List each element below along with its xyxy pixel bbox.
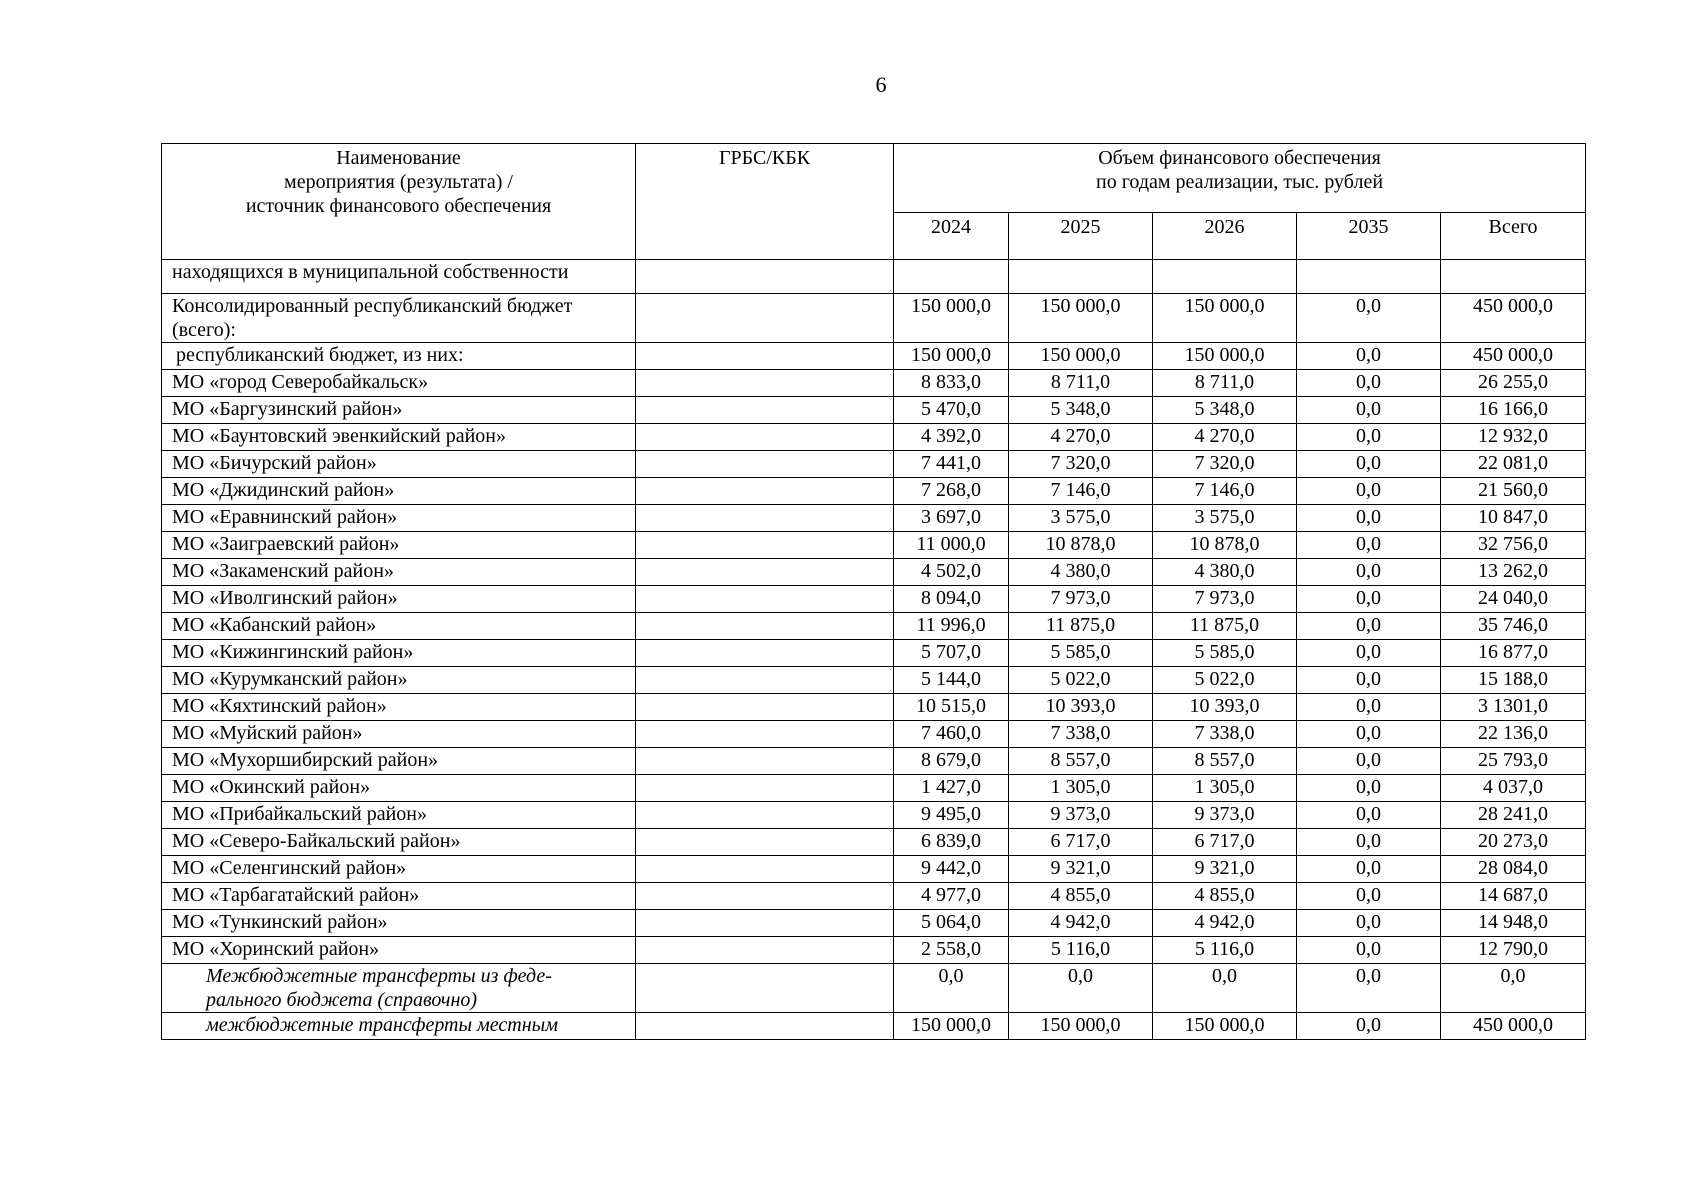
row-total: 12 932,0 xyxy=(1441,424,1586,451)
row-total: 20 273,0 xyxy=(1441,829,1586,856)
row-value: 4 270,0 xyxy=(1009,424,1153,451)
row-grbs xyxy=(636,424,894,451)
row-total xyxy=(1441,260,1586,294)
table-row xyxy=(162,964,1586,1013)
row-total: 35 746,0 xyxy=(1441,613,1586,640)
row-value: 0,0 xyxy=(1297,478,1441,505)
row-value: 10 393,0 xyxy=(1153,694,1297,721)
row-total: 28 084,0 xyxy=(1441,856,1586,883)
row-value: 7 146,0 xyxy=(1153,478,1297,505)
row-grbs xyxy=(636,559,894,586)
table-row xyxy=(162,802,1586,829)
row-value: 9 321,0 xyxy=(1009,856,1153,883)
row-grbs xyxy=(636,829,894,856)
row-grbs xyxy=(636,532,894,559)
row-total: 14 687,0 xyxy=(1441,883,1586,910)
row-value: 5 116,0 xyxy=(1009,937,1153,964)
table-row xyxy=(162,775,1586,802)
row-value: 0,0 xyxy=(1297,343,1441,370)
table-row xyxy=(162,343,1586,370)
row-value: 7 973,0 xyxy=(1009,586,1153,613)
row-name: МО «город Северобайкальск» xyxy=(162,370,636,397)
table-row xyxy=(162,559,1586,586)
financing-table xyxy=(161,143,1586,1040)
row-value: 10 878,0 xyxy=(1009,532,1153,559)
row-value: 0,0 xyxy=(1297,667,1441,694)
table-row xyxy=(162,260,1586,294)
row-name: Консолидированный республиканский бюджет (всего): xyxy=(162,294,636,343)
row-value: 4 942,0 xyxy=(1009,910,1153,937)
row-value: 3 697,0 xyxy=(894,505,1009,532)
row-name: МО «Баунтовский эвенкийский район» xyxy=(162,424,636,451)
row-grbs xyxy=(636,694,894,721)
row-value: 0,0 xyxy=(1153,964,1297,1013)
row-name: МО «Хоринский район» xyxy=(162,937,636,964)
row-value: 9 495,0 xyxy=(894,802,1009,829)
row-grbs xyxy=(636,397,894,424)
row-grbs xyxy=(636,260,894,294)
row-value: 4 380,0 xyxy=(1153,559,1297,586)
row-value: 5 022,0 xyxy=(1153,667,1297,694)
row-value: 0,0 xyxy=(894,964,1009,1013)
row-grbs xyxy=(636,505,894,532)
row-grbs xyxy=(636,586,894,613)
row-value: 5 144,0 xyxy=(894,667,1009,694)
row-value: 5 585,0 xyxy=(1153,640,1297,667)
row-name: МО «Окинский район» xyxy=(162,775,636,802)
row-value: 0,0 xyxy=(1297,910,1441,937)
row-grbs xyxy=(636,667,894,694)
header-year: 2026 xyxy=(1153,213,1297,260)
header-volume-line: по годам реализации, тыс. рублей xyxy=(1095,171,1384,193)
row-total: 450 000,0 xyxy=(1441,343,1586,370)
row-total: 22 081,0 xyxy=(1441,451,1586,478)
row-value: 5 022,0 xyxy=(1009,667,1153,694)
row-value: 0,0 xyxy=(1297,532,1441,559)
row-value: 0,0 xyxy=(1297,424,1441,451)
row-value: 150 000,0 xyxy=(1009,294,1153,343)
row-value: 7 973,0 xyxy=(1153,586,1297,613)
table-row xyxy=(162,937,1586,964)
row-name: МО «Тункинский район» xyxy=(162,910,636,937)
row-value xyxy=(1297,260,1441,294)
row-value xyxy=(1153,260,1297,294)
row-value: 10 878,0 xyxy=(1153,532,1297,559)
row-name: МО «Селенгинский район» xyxy=(162,856,636,883)
row-value: 1 427,0 xyxy=(894,775,1009,802)
row-value: 7 320,0 xyxy=(1153,451,1297,478)
row-value: 8 833,0 xyxy=(894,370,1009,397)
row-grbs xyxy=(636,802,894,829)
row-value: 0,0 xyxy=(1297,586,1441,613)
header-grbs: ГРБС/КБК xyxy=(636,144,894,260)
row-value: 5 348,0 xyxy=(1153,397,1297,424)
table-row xyxy=(162,856,1586,883)
row-value: 8 557,0 xyxy=(1009,748,1153,775)
table-row xyxy=(162,721,1586,748)
header-name-line: Наименование xyxy=(336,147,461,169)
table-row xyxy=(162,424,1586,451)
row-value: 9 321,0 xyxy=(1153,856,1297,883)
header-year: 2024 xyxy=(894,213,1009,260)
row-total: 16 166,0 xyxy=(1441,397,1586,424)
row-value: 4 270,0 xyxy=(1153,424,1297,451)
row-value: 9 373,0 xyxy=(1153,802,1297,829)
row-name: МО «Еравнинский район» xyxy=(162,505,636,532)
row-grbs xyxy=(636,721,894,748)
row-value: 8 711,0 xyxy=(1009,370,1153,397)
row-value: 150 000,0 xyxy=(894,1013,1009,1040)
table-row xyxy=(162,910,1586,937)
row-name: МО «Тарбагатайский район» xyxy=(162,883,636,910)
row-grbs xyxy=(636,775,894,802)
row-grbs xyxy=(636,294,894,343)
row-value: 7 338,0 xyxy=(1009,721,1153,748)
row-total: 26 255,0 xyxy=(1441,370,1586,397)
row-total: 28 241,0 xyxy=(1441,802,1586,829)
row-value: 0,0 xyxy=(1297,370,1441,397)
row-value: 5 707,0 xyxy=(894,640,1009,667)
table-row xyxy=(162,478,1586,505)
row-value: 0,0 xyxy=(1297,883,1441,910)
row-value: 6 717,0 xyxy=(1009,829,1153,856)
row-value: 5 470,0 xyxy=(894,397,1009,424)
row-value xyxy=(1009,260,1153,294)
row-name: МО «Кяхтинский район» xyxy=(162,694,636,721)
row-value: 11 875,0 xyxy=(1153,613,1297,640)
row-value: 0,0 xyxy=(1297,559,1441,586)
table-row xyxy=(162,1013,1586,1040)
table-row xyxy=(162,640,1586,667)
row-grbs xyxy=(636,451,894,478)
table-row xyxy=(162,370,1586,397)
row-value: 5 064,0 xyxy=(894,910,1009,937)
row-value: 8 557,0 xyxy=(1153,748,1297,775)
row-value: 10 393,0 xyxy=(1009,694,1153,721)
table-row xyxy=(162,586,1586,613)
row-value: 4 942,0 xyxy=(1153,910,1297,937)
row-value: 7 441,0 xyxy=(894,451,1009,478)
row-name: МО «Заиграевский район» xyxy=(162,532,636,559)
row-name: МО «Мухоршибирский район» xyxy=(162,748,636,775)
row-value: 7 320,0 xyxy=(1009,451,1153,478)
row-total: 15 188,0 xyxy=(1441,667,1586,694)
row-name: МО «Джидинский район» xyxy=(162,478,636,505)
row-grbs xyxy=(636,937,894,964)
row-value: 7 268,0 xyxy=(894,478,1009,505)
row-name xyxy=(162,964,636,1013)
row-value: 0,0 xyxy=(1297,775,1441,802)
row-value: 0,0 xyxy=(1297,451,1441,478)
row-value: 1 305,0 xyxy=(1009,775,1153,802)
row-value: 4 855,0 xyxy=(1009,883,1153,910)
row-name: МО «Иволгинский район» xyxy=(162,586,636,613)
row-grbs xyxy=(636,370,894,397)
row-value: 150 000,0 xyxy=(1009,343,1153,370)
row-total: 16 877,0 xyxy=(1441,640,1586,667)
row-name: республиканский бюджет, из них: xyxy=(162,343,636,370)
row-value: 0,0 xyxy=(1009,964,1153,1013)
header-name-line: мероприятия (результата) / xyxy=(284,171,513,193)
row-value: 8 094,0 xyxy=(894,586,1009,613)
row-grbs xyxy=(636,748,894,775)
table-row xyxy=(162,613,1586,640)
row-name: МО «Кижингинский район» xyxy=(162,640,636,667)
row-value: 9 442,0 xyxy=(894,856,1009,883)
row-total: 25 793,0 xyxy=(1441,748,1586,775)
row-name: МО «Кабанский район» xyxy=(162,613,636,640)
row-value: 7 146,0 xyxy=(1009,478,1153,505)
row-total: 13 262,0 xyxy=(1441,559,1586,586)
row-total: 12 790,0 xyxy=(1441,937,1586,964)
row-value: 7 338,0 xyxy=(1153,721,1297,748)
row-name-line: Межбюджетные трансферты из феде- xyxy=(206,965,552,987)
row-total: 0,0 xyxy=(1441,964,1586,1013)
row-value: 4 380,0 xyxy=(1009,559,1153,586)
row-value: 4 392,0 xyxy=(894,424,1009,451)
row-value: 5 348,0 xyxy=(1009,397,1153,424)
row-value: 0,0 xyxy=(1297,964,1441,1013)
row-total: 22 136,0 xyxy=(1441,721,1586,748)
row-name: межбюджетные трансферты местным xyxy=(162,1013,636,1040)
header-total: Всего xyxy=(1441,213,1586,260)
table-row xyxy=(162,883,1586,910)
row-value: 8 679,0 xyxy=(894,748,1009,775)
row-value: 150 000,0 xyxy=(1153,1013,1297,1040)
row-value: 3 575,0 xyxy=(1153,505,1297,532)
row-total: 24 040,0 xyxy=(1441,586,1586,613)
row-total: 21 560,0 xyxy=(1441,478,1586,505)
row-value: 5 116,0 xyxy=(1153,937,1297,964)
row-value: 0,0 xyxy=(1297,505,1441,532)
table-row xyxy=(162,505,1586,532)
row-grbs xyxy=(636,883,894,910)
row-value: 0,0 xyxy=(1297,802,1441,829)
header-name-line: источник финансового обеспечения xyxy=(245,195,552,217)
header-name xyxy=(162,144,636,260)
row-value: 0,0 xyxy=(1297,856,1441,883)
row-value: 4 977,0 xyxy=(894,883,1009,910)
row-value: 1 305,0 xyxy=(1153,775,1297,802)
row-name: МО «Баргузинский район» xyxy=(162,397,636,424)
row-name: МО «Бичурский район» xyxy=(162,451,636,478)
row-value: 0,0 xyxy=(1297,721,1441,748)
row-grbs xyxy=(636,964,894,1013)
row-value: 150 000,0 xyxy=(1153,294,1297,343)
row-name: находящихся в муниципальной собственности xyxy=(162,260,636,294)
row-total: 3 1301,0 xyxy=(1441,694,1586,721)
row-total: 10 847,0 xyxy=(1441,505,1586,532)
row-grbs xyxy=(636,856,894,883)
row-value: 0,0 xyxy=(1297,397,1441,424)
row-value: 0,0 xyxy=(1297,748,1441,775)
table-row xyxy=(162,397,1586,424)
table-row xyxy=(162,451,1586,478)
row-value: 0,0 xyxy=(1297,1013,1441,1040)
row-value: 150 000,0 xyxy=(894,294,1009,343)
row-grbs xyxy=(636,613,894,640)
row-value: 11 000,0 xyxy=(894,532,1009,559)
row-value: 4 855,0 xyxy=(1153,883,1297,910)
row-value: 2 558,0 xyxy=(894,937,1009,964)
row-value: 8 711,0 xyxy=(1153,370,1297,397)
row-grbs xyxy=(636,910,894,937)
row-value: 150 000,0 xyxy=(1009,1013,1153,1040)
row-value: 5 585,0 xyxy=(1009,640,1153,667)
row-value: 150 000,0 xyxy=(1153,343,1297,370)
table-row xyxy=(162,748,1586,775)
header-volume-line: Объем финансового обеспечения xyxy=(1098,147,1381,169)
row-grbs xyxy=(636,640,894,667)
row-name-line: рального бюджета (справочно) xyxy=(206,989,478,1011)
row-value: 6 839,0 xyxy=(894,829,1009,856)
row-value: 7 460,0 xyxy=(894,721,1009,748)
row-total: 4 037,0 xyxy=(1441,775,1586,802)
row-value: 3 575,0 xyxy=(1009,505,1153,532)
row-grbs xyxy=(636,343,894,370)
row-value: 0,0 xyxy=(1297,294,1441,343)
table-row xyxy=(162,667,1586,694)
row-value: 150 000,0 xyxy=(894,343,1009,370)
table-row xyxy=(162,694,1586,721)
row-value: 4 502,0 xyxy=(894,559,1009,586)
header-year: 2035 xyxy=(1297,213,1441,260)
row-value: 0,0 xyxy=(1297,937,1441,964)
row-value: 9 373,0 xyxy=(1009,802,1153,829)
row-name: МО «Северо-Байкальский район» xyxy=(162,829,636,856)
row-name: МО «Закаменский район» xyxy=(162,559,636,586)
row-total: 450 000,0 xyxy=(1441,294,1586,343)
row-value xyxy=(894,260,1009,294)
row-value: 0,0 xyxy=(1297,640,1441,667)
row-value: 0,0 xyxy=(1297,613,1441,640)
row-value: 11 996,0 xyxy=(894,613,1009,640)
row-total: 450 000,0 xyxy=(1441,1013,1586,1040)
row-value: 11 875,0 xyxy=(1009,613,1153,640)
row-grbs xyxy=(636,478,894,505)
row-value: 0,0 xyxy=(1297,829,1441,856)
table-row xyxy=(162,294,1586,343)
row-name: МО «Курумканский район» xyxy=(162,667,636,694)
row-name: МО «Прибайкальский район» xyxy=(162,802,636,829)
row-value: 0,0 xyxy=(1297,694,1441,721)
table-row xyxy=(162,829,1586,856)
row-value: 6 717,0 xyxy=(1153,829,1297,856)
header-year: 2025 xyxy=(1009,213,1153,260)
page-number: 6 xyxy=(875,72,887,97)
row-name: МО «Муйский район» xyxy=(162,721,636,748)
row-total: 32 756,0 xyxy=(1441,532,1586,559)
row-value: 10 515,0 xyxy=(894,694,1009,721)
row-total: 14 948,0 xyxy=(1441,910,1586,937)
row-grbs xyxy=(636,1013,894,1040)
header-volume xyxy=(894,144,1586,213)
table-row xyxy=(162,532,1586,559)
